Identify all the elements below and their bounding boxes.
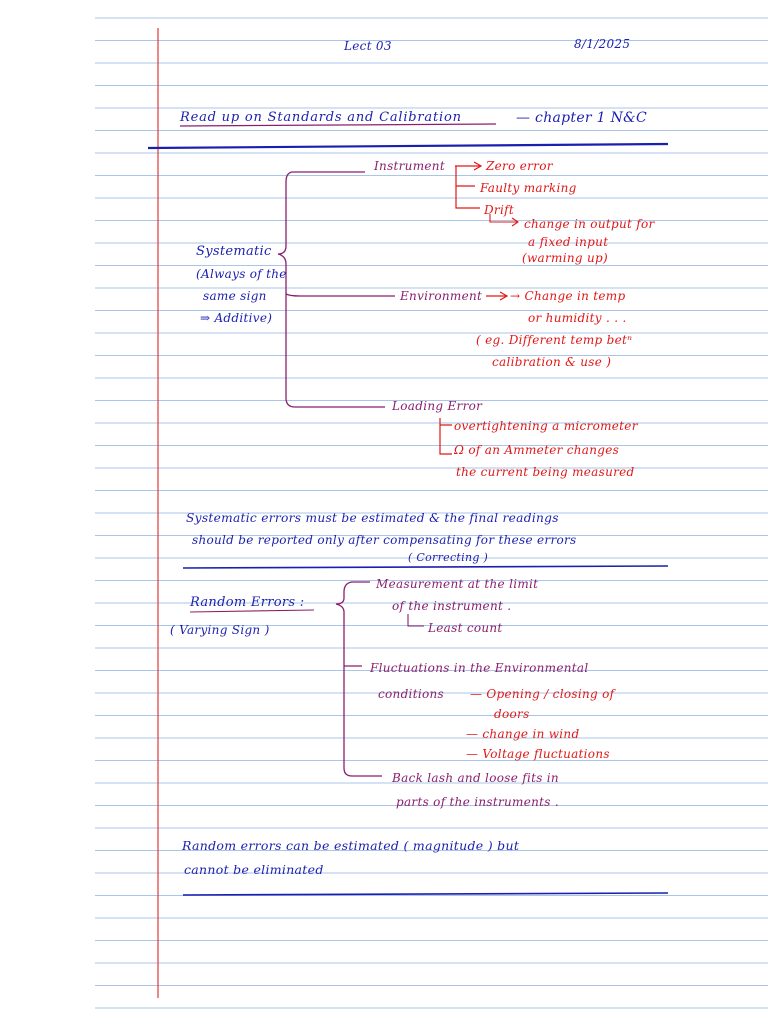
- systematic-note-1: (Always of the: [196, 267, 287, 281]
- random-item-measurement: Measurement at the limit: [376, 577, 539, 591]
- drift-note-3: (warming up): [522, 251, 608, 265]
- instrument-arrow: [455, 162, 481, 170]
- separator-line-bottom: [183, 893, 668, 895]
- random-item-fluctuations: Fluctuations in the Environmental: [370, 661, 589, 675]
- systematic-brace: [278, 172, 385, 407]
- separator-line-top: [148, 144, 668, 148]
- environment-example-2: calibration & use ): [492, 355, 612, 369]
- environment-arrow: [486, 292, 507, 300]
- loading-item-ammeter: Ω of an Ammeter changes: [454, 443, 620, 457]
- random-item-doors: doors: [494, 707, 530, 721]
- lecture-number: Lect 03: [344, 39, 392, 53]
- loading-error-label: Loading Error: [392, 399, 483, 413]
- systematic-label: Systematic: [196, 244, 272, 259]
- systematic-summary-line-1: Systematic errors must be estimated & the final readings: [186, 511, 559, 525]
- least-count-hook: [408, 614, 424, 626]
- random-brace: [336, 582, 382, 776]
- instrument-item-faulty-marking: Faulty marking: [480, 181, 577, 195]
- instrument-branch: [456, 166, 480, 208]
- random-item-least-count: Least count: [428, 621, 503, 635]
- random-item-instrument: of the instrument .: [392, 599, 512, 613]
- instrument-item-drift: Drift: [484, 203, 514, 217]
- random-item-parts: parts of the instruments .: [396, 795, 559, 809]
- environment-example-1: ( eg. Different temp betⁿ: [476, 333, 633, 347]
- loading-item-micrometer: overtightening a micrometer: [454, 419, 638, 433]
- instrument-label: Instrument: [374, 159, 445, 173]
- random-item-conditions: conditions: [378, 687, 444, 701]
- systematic-note-2: same sign: [203, 289, 267, 303]
- loading-branch: [440, 418, 452, 454]
- random-item-door: — Opening / closing of: [470, 687, 615, 701]
- separator-line-middle: [183, 566, 668, 568]
- random-item-wind: — change in wind: [466, 727, 580, 741]
- drift-note-2: a fixed input: [528, 235, 609, 249]
- random-summary-line-2: cannot be eliminated: [184, 862, 324, 877]
- title-reference: — chapter 1 N&C: [516, 110, 647, 126]
- systematic-summary-line-2: should be reported only after compensating for these errors: [192, 533, 577, 547]
- environment-effect-1: → Change in temp: [510, 289, 626, 303]
- loading-item-current: the current being measured: [456, 465, 635, 479]
- systematic-summary-line-3: ( Correcting ): [408, 551, 489, 564]
- random-item-backlash: Back lash and loose fits in: [392, 771, 559, 785]
- title-main: Read up on Standards and Calibration: [180, 110, 462, 125]
- random-errors-label: Random Errors :: [190, 595, 305, 610]
- random-errors-note: ( Varying Sign ): [170, 623, 270, 637]
- lecture-date: 8/1/2025: [574, 37, 631, 51]
- environment-effect-2: or humidity . . .: [528, 311, 627, 325]
- instrument-item-zero-error: Zero error: [486, 159, 553, 173]
- random-item-voltage: — Voltage fluctuations: [466, 747, 610, 761]
- environment-label: Environment: [400, 289, 483, 303]
- systematic-note-3: ⇒ Additive): [200, 311, 273, 325]
- drift-note-1: change in output for: [524, 217, 655, 231]
- random-summary-line-1: Random errors can be estimated ( magnitude ) but: [182, 838, 520, 853]
- brace-branch-environment: [286, 294, 395, 296]
